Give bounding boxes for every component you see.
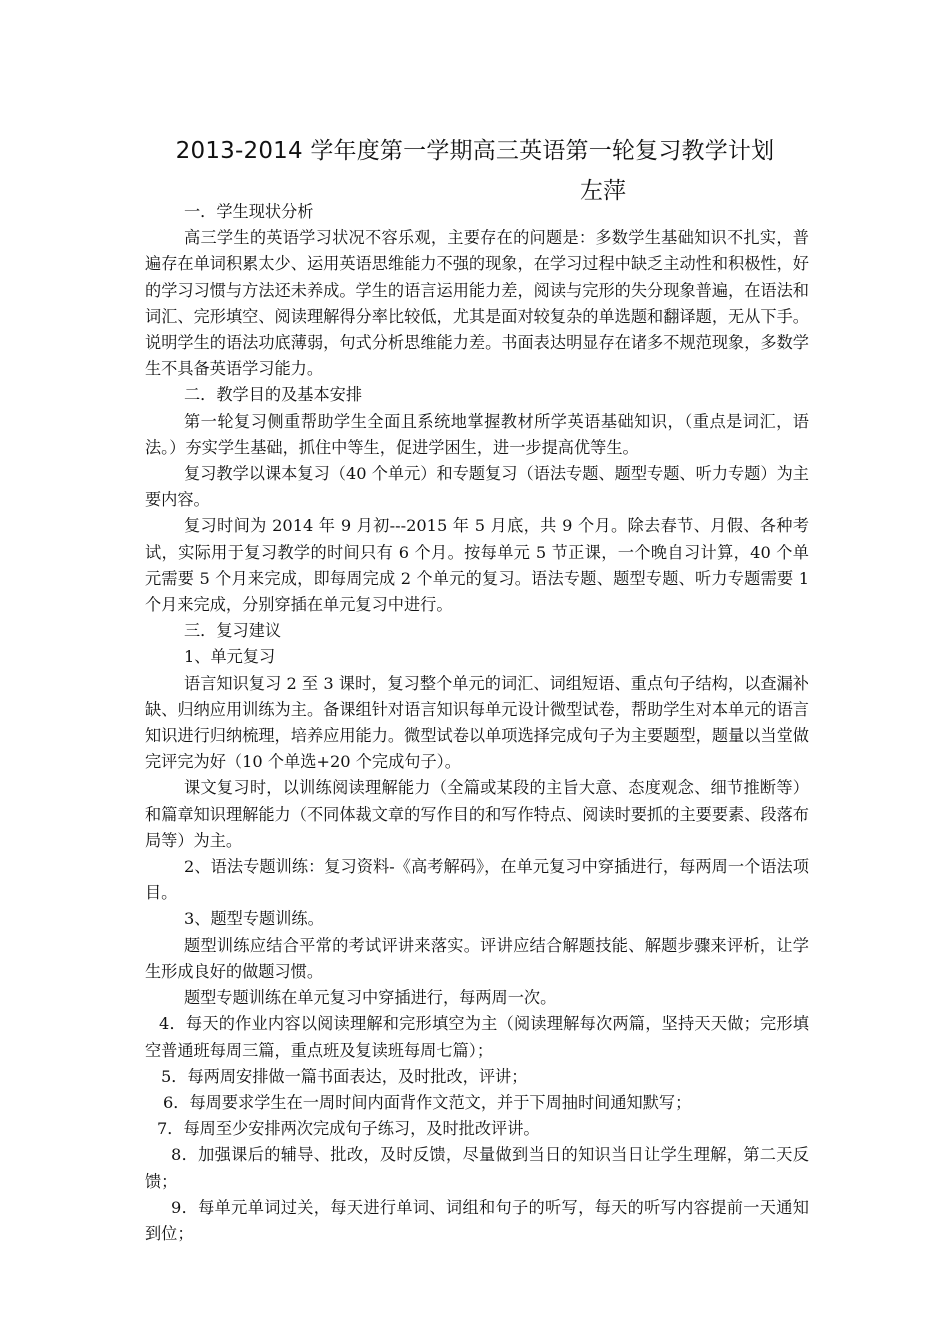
paragraph: 题型训练应结合平常的考试评讲来落实。评讲应结合解题技能、解题步骤来评析，让学生形成良好的做题习惯。 [145,935,809,981]
section-heading-3: 三．复习建议 [184,621,282,641]
section-heading-1: 一．学生现状分析 [184,202,314,221]
paragraph: 题型专题训练在单元复习中穿插进行，每两周一次。 [184,988,557,1008]
list-item: 9．每单元单词过关，每天进行单词、词组和句子的听写，每天的听写内容提前一天通知到位； [145,1197,809,1243]
list-item: 8．加强课后的辅导、批改，及时反馈，尽量做到当日的知识当日让学生理解，第二天反馈； [145,1145,809,1191]
paragraph: 第一轮复习侧重帮助学生全面且系统地掌握教材所学英语基础知识，（重点是词汇，语法。）夯实学生基础，抓住中等生，促进学困生，进一步提高优等生。 [145,411,809,457]
paragraph: 复习时间为 2014 年 9 月初---2015 年 5 月底，共 9 个月。除去春节、月假、各种考试，实际用于复习教学的时间只有 6 个月。按每单元 5 节正课，一个晚自习计算，40 个单元需要 5 个月来完成，即每周完成 2 个单元的复习。语法专题、题型专题、听力专题需要 1 个月来完成，分别穿插在单元复习中进行。 [145,516,809,615]
paragraph: 课文复习时，以训练阅读理解能力（全篇或某段的主旨大意、态度观念、细节推断等）和篇章知识理解能力（不同体裁文章的写作目的和写作特点、阅读时要抓的主要要素、段落布局等）为主。 [145,778,809,850]
document-title: 2013-2014 学年度第一学期高三英语第一轮复习教学计划 [175,138,775,164]
paragraph: 语言知识复习 2 至 3 课时，复习整个单元的词汇、词组短语、重点句子结构，以查漏补缺、归纳应用训练为主。备课组针对语言知识每单元设计微型试卷，帮助学生对本单元的语言知识进行归纳梳理，培养应用能力。微型试卷以单项选择完成句子为主要题型，题量以当堂做完评完为好（10 个单选+20 个完成句子）。 [145,673,809,772]
author-name: 左萍 [580,178,626,204]
paragraph: 2、语法专题训练：复习资料-《高考解码》，在单元复习中穿插进行，每两周一个语法项目。 [145,857,809,903]
section-heading-2: 二．教学目的及基本安排 [184,385,363,405]
subheading: 1、单元复习 [184,647,276,667]
list-item: 6．每周要求学生在一周时间内面背作文范文，并于下周抽时间通知默写； [163,1092,692,1112]
document-body [145,199,809,1247]
paragraph: 复习教学以课本复习（40 个单元）和专题复习（语法专题、题型专题、听力专题）为主要内容。 [145,464,809,510]
subheading: 3、题型专题训练。 [184,909,324,929]
list-item: 5．每两周安排做一篇书面表达，及时批改，评讲； [161,1066,528,1086]
paragraph: 高三学生的英语学习状况不容乐观，主要存在的问题是：多数学生基础知识不扎实，普遍存在单词积累太少、运用英语思维能力不强的现象，在学习过程中缺乏主动性和积极性，好的学习习惯与方法还未养成。学生的语言运用能力差，阅读与完形的失分现象普遍，在语法和词汇、完形填空、阅读理解得分率比较低，尤其是面对较复杂的单选题和翻译题，无从下手。说明学生的语法功底薄弱，句式分析思维能力差。书面表达明显存在诸多不规范现象，多数学生不具备英语学习能力。 [145,228,809,379]
list-item: 7．每周至少安排两次完成句子练习，及时批改评讲。 [157,1119,540,1139]
list-item: 4．每天的作业内容以阅读理解和完形填空为主（阅读理解每次两篇，坚持天天做；完形填空普通班每周三篇，重点班及复读班每周七篇）； [145,1014,809,1060]
